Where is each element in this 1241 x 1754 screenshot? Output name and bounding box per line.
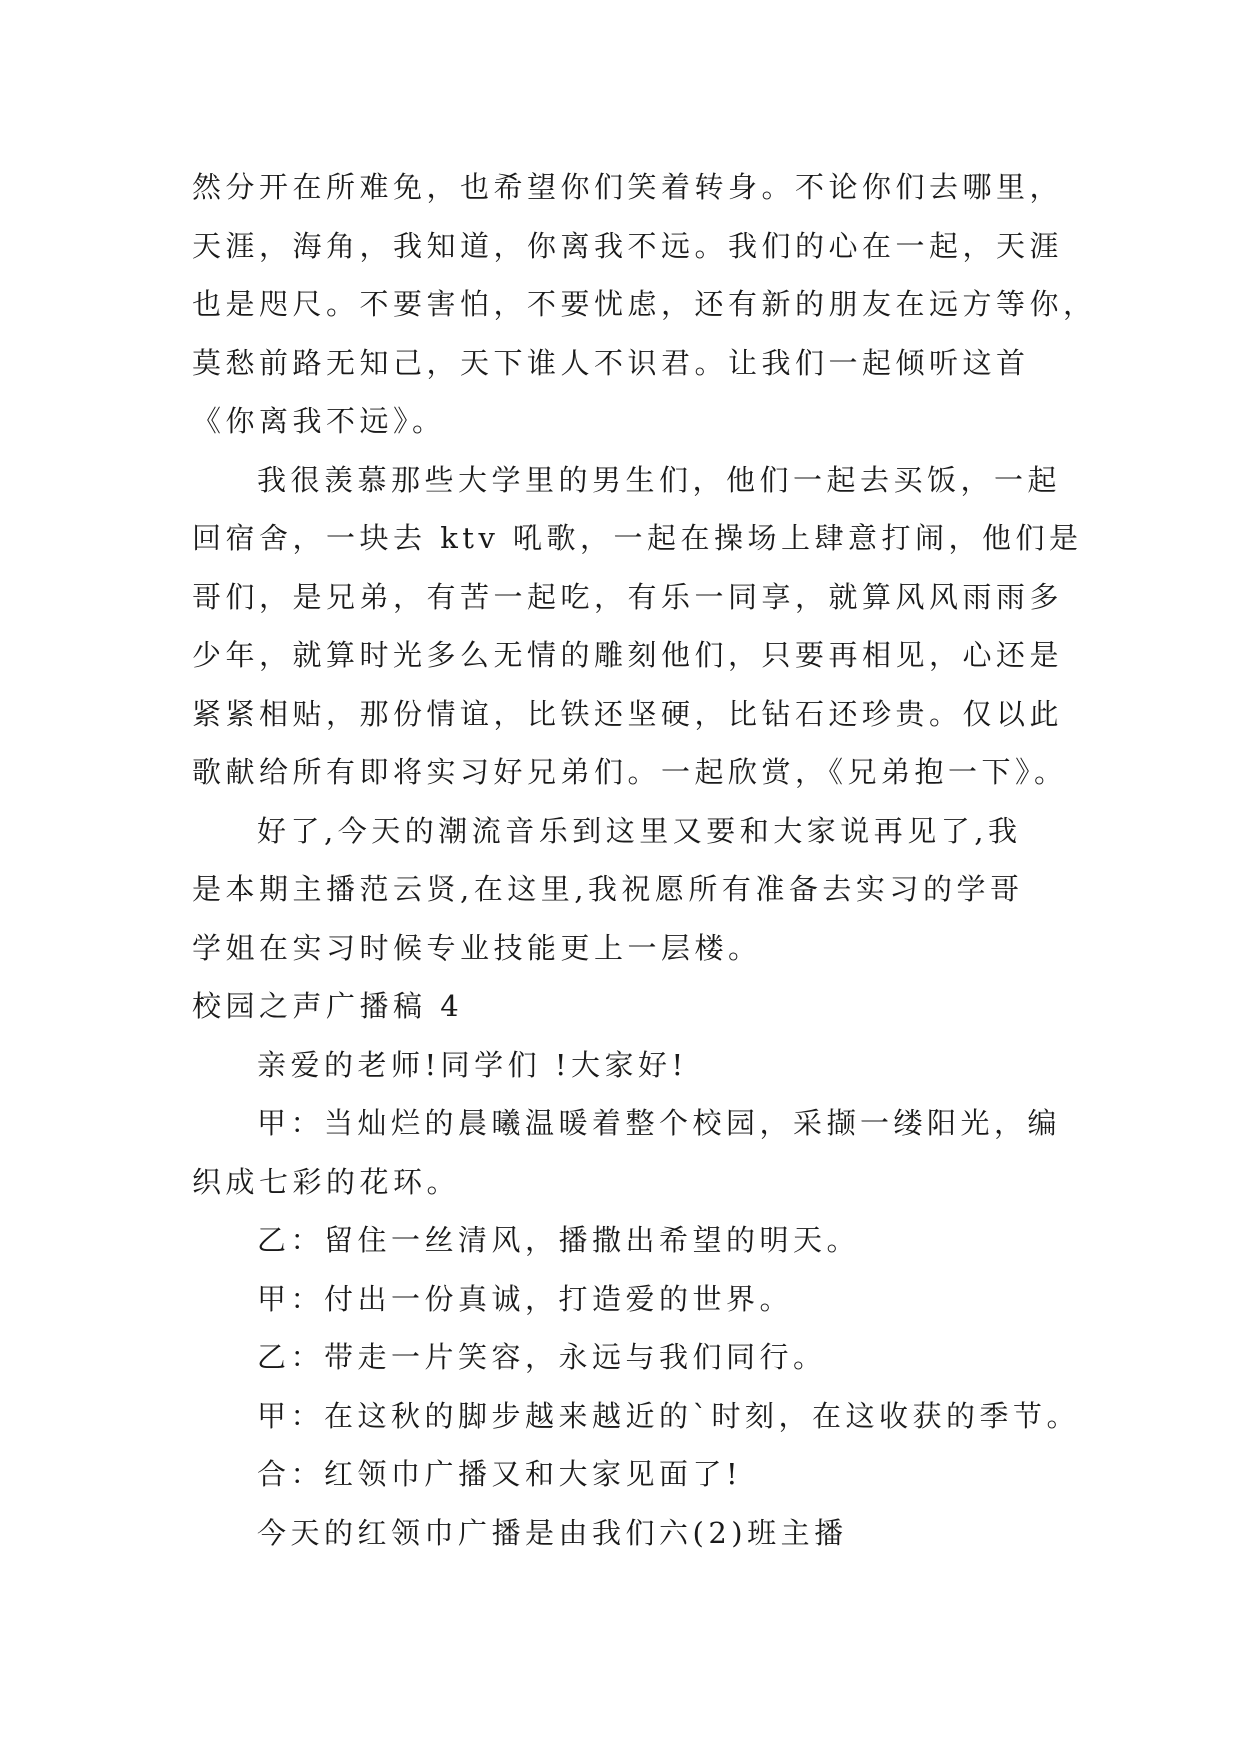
text-line: 亲爱的老师!同学们 !大家好! [257, 1047, 688, 1082]
text-line: 哥们，是兄弟，有苦一起吃，有乐一同享，就算风风雨雨多 [192, 579, 1064, 614]
text-line: 合：红领巾广播又和大家见面了! [257, 1457, 743, 1491]
text-line: 今天的红领巾广播是由我们六(2)班主播 [257, 1515, 848, 1550]
text-line: 紧紧相贴，那份情谊，比铁还坚硬，比钻石还珍贵。仅以此 [192, 696, 1064, 731]
text-line: 织成七彩的花环。 [192, 1164, 461, 1199]
document-body [192, 158, 1097, 1562]
text-line: 校园之声广播稿 4 [192, 989, 464, 1023]
text-line: 甲：付出一份真诚，打造爱的世界。 [257, 1281, 794, 1316]
text-line: 回宿舍，一块去 ktv 吼歌，一起在操场上肆意打闹，他们是 [192, 521, 1083, 555]
text-line: 《你离我不远》。 [192, 404, 446, 438]
text-line: 天涯，海角，我知道，你离我不远。我们的心在一起，天涯 [192, 228, 1064, 263]
text-line: 甲：在这秋的脚步越来越近的`时刻，在这收获的季节。 [257, 1398, 1081, 1433]
text-line: 乙：带走一片笑容，永远与我们同行。 [257, 1340, 827, 1374]
text-line: 我很羡慕那些大学里的男生们，他们一起去买饭，一起 [257, 462, 1062, 497]
text-line: 少年，就算时光多么无情的雕刻他们，只要再相见，心还是 [192, 638, 1064, 672]
text-line: 莫愁前路无知己，天下谁人不识君。让我们一起倾听这首 [192, 345, 1030, 380]
text-line: 甲：当灿烂的晨曦温暖着整个校园，采撷一缕阳光，编 [257, 1106, 1062, 1140]
text-line: 然分开在所难免，也希望你们笑着转身。不论你们去哪里， [192, 170, 1064, 204]
text-line: 好了,今天的潮流音乐到这里又要和大家说再见了,我 [257, 813, 1022, 848]
text-line: 学姐在实习时候专业技能更上一层楼。 [192, 930, 762, 965]
text-line: 也是咫尺。不要害怕，不要忧虑，还有新的朋友在远方等你， [192, 287, 1097, 321]
text-line: 歌献给所有即将实习好兄弟们。一起欣赏，《兄弟抱一下》。 [192, 755, 1068, 789]
text-line: 是本期主播范云贤,在这里,我祝愿所有准备去实习的学哥 [192, 872, 1024, 906]
text-line: 乙：留住一丝清风，播撒出希望的明天。 [257, 1223, 861, 1257]
